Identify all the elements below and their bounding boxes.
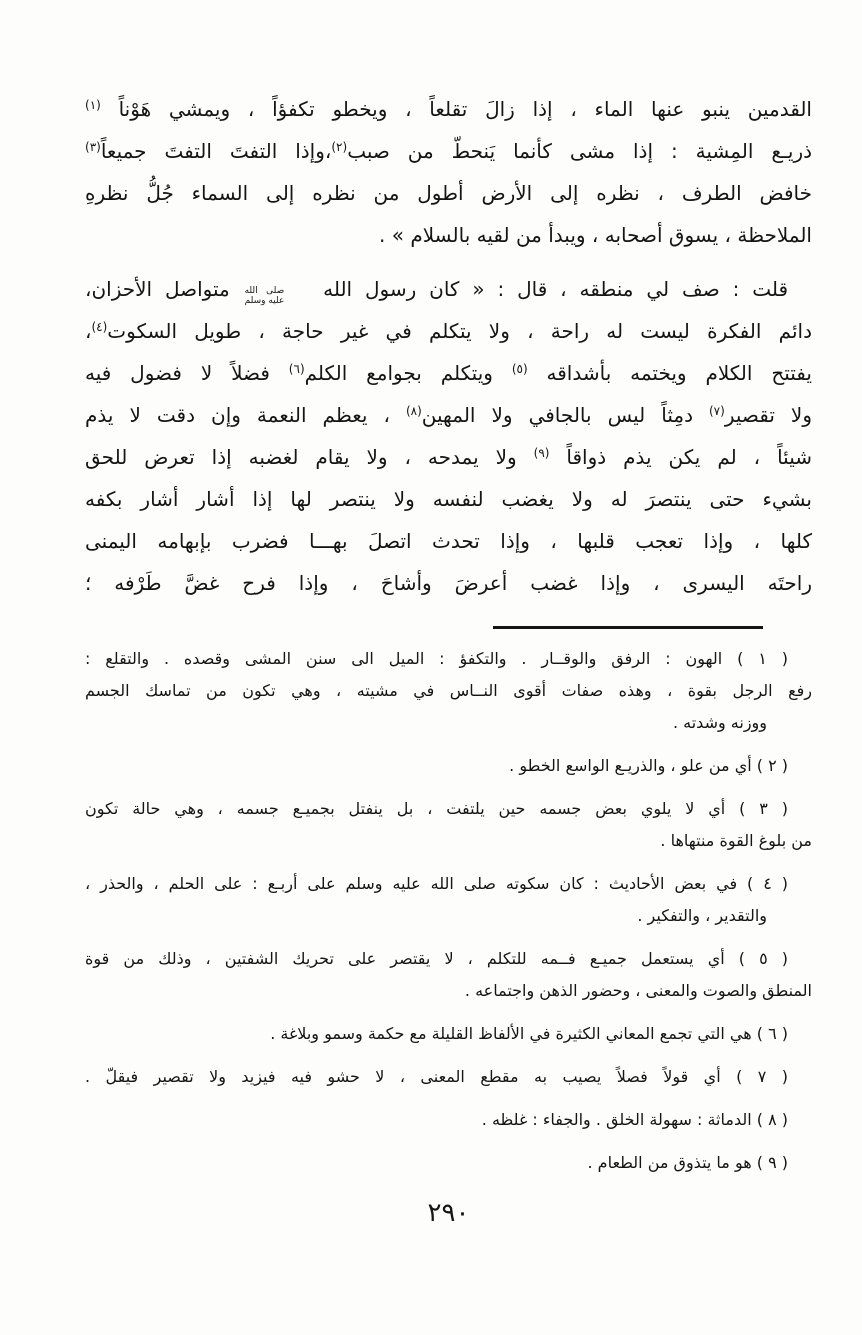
footnotes-section: [85, 643, 812, 1179]
text-line: دائم الفكرة ليست له راحة ، ولا يتكلم في غير حاجة ، طويل السكوت$^{(٤)}$،: [85, 319, 812, 343]
text-line: الملاحظة ، يسوق أصحابه ، ويبدأ من لقيه بالسلام » .: [379, 223, 812, 247]
main-text: [85, 0, 812, 604]
footnote-9: [85, 1147, 812, 1179]
footnote-line: ( ٣ ) أي لا يلوي بعض جسمه حين يلتفت ، بل ينفتل بجميـع جسمه ، وهي حالة تكون: [85, 799, 789, 818]
text-column: [85, 0, 812, 1233]
prophet-honorific-seal: [243, 287, 311, 306]
footnote-6: [85, 1018, 812, 1050]
seal-bottom-text: عليه وسلم: [244, 296, 285, 306]
paragraph-1: [85, 88, 812, 256]
footnote-line: ( ٨ ) الدماثة : سهولة الخلق . والجفاء : غلظه .: [481, 1110, 788, 1129]
paragraph-2: [85, 268, 812, 604]
text-line: بشيء حتى ينتصرَ له ولا يغضب لنفسه ولا ينتصر لها إذا أشار أشار بكفه: [85, 487, 812, 511]
line-text-after-seal: متواصل الأحزان،: [85, 277, 230, 301]
footnote-line: ( ٦ ) هي التي تجمع المعاني الكثيرة في الألفاظ القليلة مع حكمة وسمو وبلاغة .: [270, 1024, 788, 1043]
footnote-4: [85, 868, 812, 932]
footnote-line: رفع الرجل بقوة ، وهذه صفات أقوى النــاس في مشيته ، وهي تكون من تماسك الجسم: [85, 681, 812, 700]
text-line: يفتتح الكلام ويختمه بأشداقه $^{(٥)}$ ويتكلم بجوامع الكلم$^{(٦)}$ فضلاً لا فضول فيه: [85, 361, 812, 385]
footnote-8: [85, 1104, 812, 1136]
text-line: كلها ، وإذا تعجب قلبها ، وإذا تحدث اتصلَ بهـــا فضرب بإبهامه اليمنى: [85, 529, 812, 553]
footnote-line: ( ١ ) الهون : الرفق والوقــار . والتكفؤ : الميل الى سنن المشى وقصده . والتقلع :: [85, 649, 789, 668]
text-line: ولا تقصير$^{(٧)}$ دمِثاً ليس بالجافي ولا المهين$^{(٨)}$ ، يعظم النعمة وإن دقت لا يذم: [85, 403, 812, 427]
footnote-3: [85, 793, 812, 857]
footnote-line: ( ٩ ) هو ما يتذوق من الطعام .: [587, 1153, 788, 1172]
footnote-line: المنطق والصوت والمعنى ، وحضور الذهن واجتماعه .: [464, 981, 812, 1000]
page-number: ٢٩٠: [427, 1198, 470, 1228]
footnote-line: والتقدير ، والتفكير .: [637, 906, 767, 925]
text-line: ذريـع المِشية : إذا مشى كأنما يَنحطّ من صبب$^{(٢)}$،وإذا التفتَ التفتَ جميعاً$^{(٣)}$: [85, 139, 813, 163]
footnote-line: ( ٥ ) أي يستعمل جميـع فــمه للتكلم ، لا يقتصر على تحريك الشفتين ، وذلك من قوة: [85, 949, 788, 968]
footnote-separator-rule: [493, 626, 763, 629]
footnote-line: ( ٢ ) أي من علو ، والذريـع الواسع الخطو .: [509, 756, 788, 775]
text-line: [85, 268, 812, 310]
footnote-7: [85, 1061, 812, 1093]
text-line: راحتَه اليسرى ، وإذا غضب أعرضَ وأشاحَ ، وإذا فرح غضَّ طَرْفه ؛: [85, 571, 812, 595]
text-line: شيئاً ، لم يكن يذم ذواقاً $^{(٩)}$ ولا يمدحه ، ولا يقام لغضبه إذا تعرض للحق: [85, 445, 812, 469]
text-line: خافض الطرف ، نظره إلى الأرض أطول من نظره إلى السماء جُلُّ نظرهِ: [85, 181, 812, 205]
footnote-1: [85, 643, 812, 739]
footnote-5: [85, 943, 812, 1007]
footnote-line: ( ٧ ) أي قولاً فصلاً يصيب به مقطع المعنى ، لا حشو فيه فيزيد ولا تقصير فيقلّ .: [85, 1067, 789, 1086]
footnote-2: [85, 750, 812, 782]
seal-top-text: صلى الله: [244, 286, 285, 297]
footnote-line: من بلوغ القوة منتهاها .: [660, 831, 812, 850]
text-line: القدمين ينبو عنها الماء ، إذا زالَ تقلعاً ، ويخطو تكفؤاً ، ويمشي هَوْناً $^{(١)}$: [85, 97, 812, 121]
footnote-line: ووزنه وشدته .: [672, 713, 767, 732]
footnote-line: ( ٤ ) في بعض الأحاديث : كان سكوته صلى الله عليه وسلم على أربـع : على الحلم ، والحذر ،: [85, 874, 789, 893]
line-text-before-seal: قلت : صف لي منطقه ، قال : « كان رسول الله: [323, 277, 789, 301]
